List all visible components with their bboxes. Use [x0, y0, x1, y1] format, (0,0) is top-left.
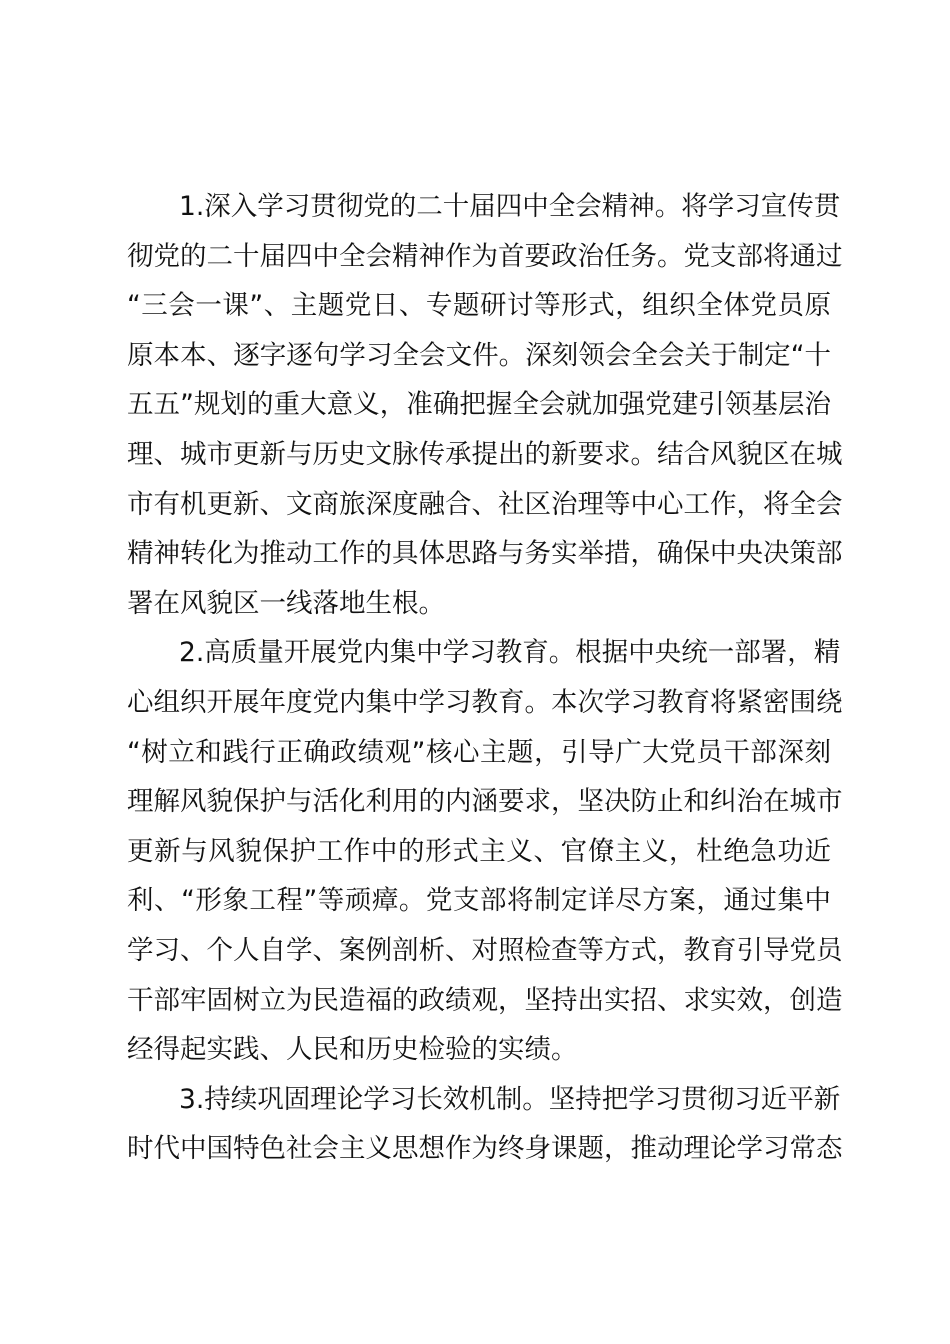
text-line: 彻党的二十届四中全会精神作为首要政治任务。党支部将通过 — [127, 240, 843, 272]
text-line: 学习、个人自学、案例剖析、对照检查等方式，教育引导党员 — [127, 934, 843, 966]
text-line: 理解风貌保护与活化利用的内涵要求，坚决防止和纠治在城市 — [127, 786, 843, 818]
text-line: 五五”规划的重大意义，准确把握全会就加强党建引领基层治 — [127, 389, 831, 421]
text-line: 利、“形象工程”等顽瘴。党支部将制定详尽方案，通过集中 — [127, 885, 831, 917]
text-line: “三会一课”、主题党日、专题研讨等形式，组织全体党员原 — [127, 290, 831, 322]
paragraph-3 — [127, 1075, 843, 1174]
text-line: 2.高质量开展党内集中学习教育。根据中央统一部署，精 — [179, 637, 841, 669]
text-line: 干部牢固树立为民造福的政绩观，坚持出实招、求实效，创造 — [127, 984, 843, 1016]
text-line: 市有机更新、文商旅深度融合、社区治理等中心工作，将全会 — [127, 488, 843, 520]
text-line: 3.持续巩固理论学习长效机制。坚持把学习贯彻习近平新 — [179, 1083, 841, 1115]
text-line: 时代中国特色社会主义思想作为终身课题，推动理论学习常态 — [127, 1133, 843, 1165]
document-page — [127, 182, 843, 1174]
text-line: 原本本、逐字逐句学习全会文件。深刻领会全会关于制定“十 — [127, 339, 831, 371]
text-line: 经得起实践、人民和历史检验的实绩。 — [127, 1034, 578, 1066]
paragraph-2 — [127, 628, 843, 1074]
paragraph-1 — [127, 182, 843, 628]
text-line: “树立和践行正确政绩观”核心主题，引导广大党员干部深刻 — [127, 736, 831, 768]
text-line: 1.深入学习贯彻党的二十届四中全会精神。将学习宣传贯 — [179, 191, 841, 222]
text-line: 精神转化为推动工作的具体思路与务实举措，确保中央决策部 — [127, 538, 843, 570]
text-line: 理、城市更新与历史文脉传承提出的新要求。结合风貌区在城 — [127, 438, 843, 470]
text-line: 署在风貌区一线落地生根。 — [127, 587, 445, 619]
text-line: 更新与风貌保护工作中的形式主义、官僚主义，杜绝急功近 — [127, 835, 831, 867]
text-line: 心组织开展年度党内集中学习教育。本次学习教育将紧密围绕 — [127, 686, 843, 718]
